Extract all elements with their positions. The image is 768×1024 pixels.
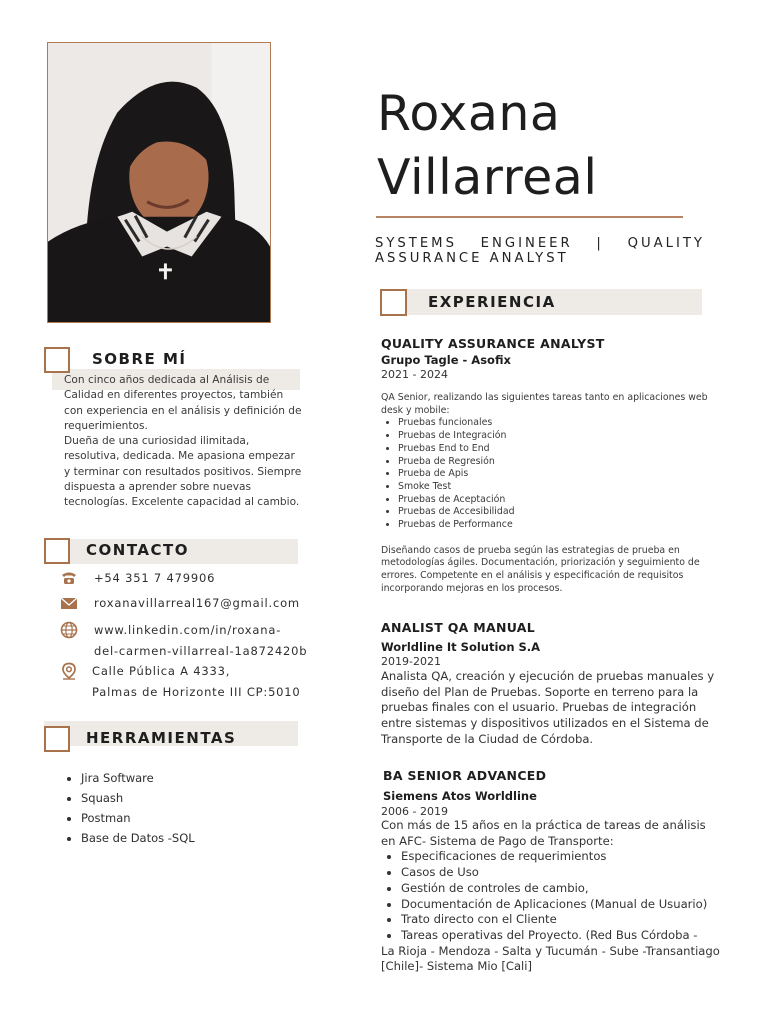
- website-url[interactable]: [94, 620, 307, 662]
- tool-item: • Postman: [81, 808, 195, 828]
- first-name: Roxana: [377, 85, 561, 142]
- contact-heading: CONTACTO: [86, 541, 189, 559]
- experience-section-marker: [380, 289, 407, 316]
- contact-website: [60, 620, 340, 662]
- job-dates: 2006 - 2019: [381, 805, 448, 818]
- name-divider: [376, 216, 683, 218]
- about-paragraph-1: Con cinco años dedicada al Análisis de Calidad en diferentes proyectos, también con experiencia en el análisis y definición de requerimientos.: [64, 374, 302, 432]
- job-dates: 2019-2021: [381, 655, 441, 668]
- job-entry-ba-senior: [381, 768, 753, 975]
- tools-list: [63, 768, 195, 848]
- job-task: • Gestión de controles de cambio,: [401, 881, 721, 897]
- job-company: Worldline It Solution S.A: [381, 640, 541, 654]
- job-intro: Con más de 15 años en la práctica de tareas de análisis en AFC- Sistema de Pago de Transporte:: [381, 818, 706, 848]
- job-task: • Pruebas funcionales: [398, 417, 711, 430]
- job-entry-qa-analyst: [381, 336, 711, 596]
- address-line-1: Calle Pública A 4333,: [92, 664, 231, 678]
- tool-item: • Base de Datos -SQL: [81, 828, 195, 848]
- job-task: • Pruebas de Aceptación: [398, 494, 711, 507]
- job-task: • Pruebas de Performance: [398, 519, 711, 532]
- job-projects: La Rioja - Mendoza - Salta y Tucumán - Sube -Transantiago [Chile]- Sistema Mio [Cali]: [381, 943, 720, 974]
- job-task-list: [381, 417, 711, 531]
- tool-item: • Jira Software: [81, 768, 195, 788]
- postal-address: [92, 661, 301, 703]
- job-description: Analista QA, creación y ejecución de pruebas manuales y diseño del Plan de Pruebas. Soporte en terreno para la pruebas finales con el usuario. Pruebas de integración entre sistemas y dispositivos utilizados en el Sistema de Transporte de la Ciudad de Córdoba.: [381, 669, 715, 746]
- portrait-illustration: [48, 43, 270, 322]
- job-task: • Documentación de Aplicaciones (Manual de Usuario): [401, 897, 721, 913]
- experience-heading: EXPERIENCIA: [428, 293, 556, 311]
- website-url-line-2: del-carmen-villarreal-1a872420b: [94, 644, 308, 658]
- last-name: Villarreal: [377, 149, 598, 206]
- about-paragraph-2: Dueña de una curiosidad ilimitada, resolutiva, dedicada. Me apasiona empezar y terminar con resultados positivos. Siempre dispuesta a aprender sobre nuevas tecnologías. Excelente capacidad al cambio.: [64, 435, 302, 509]
- job-title: BA SENIOR ADVANCED: [383, 768, 547, 783]
- job-title: ANALIST QA MANUAL: [381, 620, 536, 635]
- job-description: [381, 392, 711, 596]
- job-summary: Diseñando casos de prueba según las estrategias de prueba en metodologías ágiles. Documentación, priorización y seguimiento de errores. Competente en el análisis y especificación de requisitos incorporando mejoras en los procesos.: [381, 544, 700, 594]
- contact-email: [60, 593, 340, 614]
- address-line-2: Palmas de Horizonte III CP:5010: [92, 685, 301, 699]
- profile-photo: [47, 42, 271, 323]
- job-task: • Prueba de Regresión: [398, 456, 711, 469]
- about-section-marker: [44, 347, 70, 373]
- candidate-name: [377, 82, 597, 210]
- job-task: • Especificaciones de requerimientos: [401, 849, 721, 865]
- phone-icon: [60, 569, 78, 587]
- contact-section-marker: [44, 538, 70, 564]
- job-task: • Trato directo con el Cliente: [401, 912, 721, 928]
- email-icon: [60, 594, 78, 612]
- job-task: • Tareas operativas del Proyecto. (Red Bus Córdoba -: [401, 928, 721, 944]
- tools-heading: HERRAMIENTAS: [86, 729, 237, 747]
- website-url-line-1: www.linkedin.com/in/roxana-: [94, 623, 282, 637]
- contact-phone: [60, 568, 340, 589]
- contact-address: [60, 661, 340, 703]
- job-task: • Pruebas de Integración: [398, 430, 711, 443]
- job-dates: 2021 - 2024: [381, 368, 448, 381]
- professional-title: SYSTEMS ENGINEER | QUALITY ASSURANCE ANALYST: [375, 236, 705, 266]
- phone-number[interactable]: +54 351 7 479906: [94, 571, 216, 585]
- job-entry-qa-manual: [381, 620, 721, 748]
- email-address[interactable]: roxanavillarreal167@gmail.com: [94, 596, 300, 610]
- tools-section-marker: [44, 726, 70, 752]
- globe-icon: [60, 621, 78, 639]
- about-heading: SOBRE MÍ: [92, 350, 187, 368]
- job-intro: QA Senior, realizando las siguientes tareas tanto en aplicaciones web desk y mobile:: [381, 392, 708, 416]
- job-title: QUALITY ASSURANCE ANALYST: [381, 336, 605, 351]
- job-task: • Smoke Test: [398, 481, 711, 494]
- about-text: [64, 373, 302, 511]
- job-description: [381, 818, 721, 944]
- job-task: • Pruebas de Accesibilidad: [398, 506, 711, 519]
- tool-item: • Squash: [81, 788, 195, 808]
- job-company: Siemens Atos Worldline: [383, 789, 537, 803]
- location-pin-icon: [60, 662, 78, 680]
- job-task: • Pruebas End to End: [398, 443, 711, 456]
- job-task-list: [381, 849, 721, 943]
- job-task: • Prueba de Apis: [398, 468, 711, 481]
- job-company: Grupo Tagle - Asofix: [381, 353, 511, 367]
- job-task: • Casos de Uso: [401, 865, 721, 881]
